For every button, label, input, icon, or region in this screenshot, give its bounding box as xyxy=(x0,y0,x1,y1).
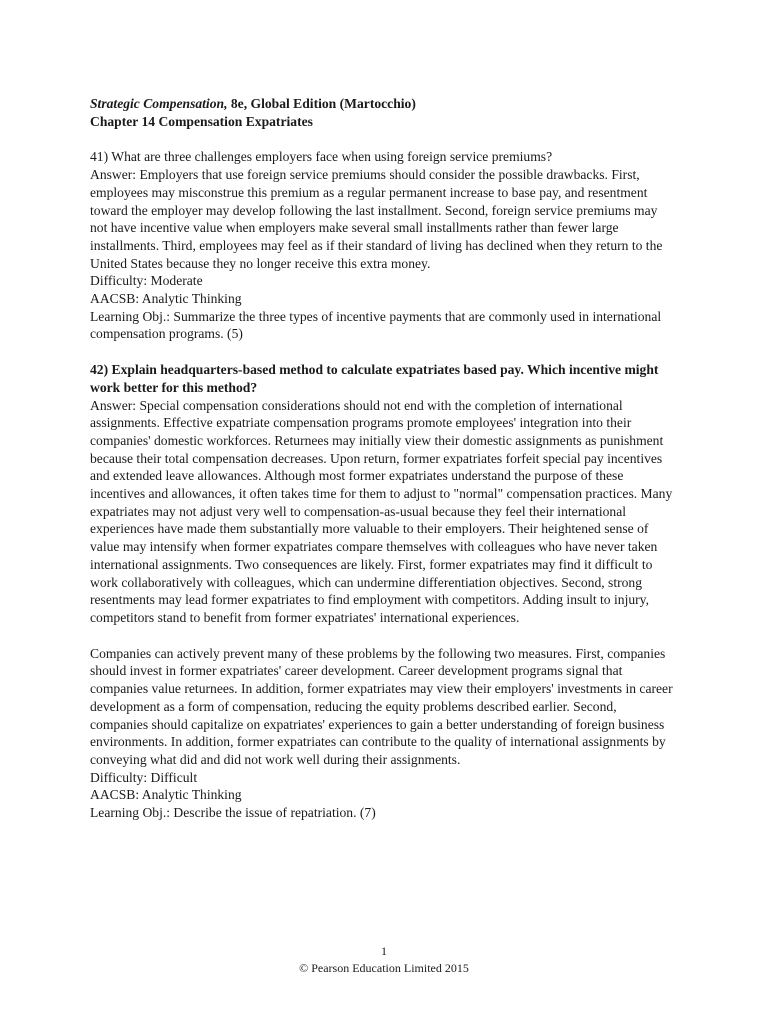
book-title: Strategic Compensation, xyxy=(90,96,228,111)
question-41-difficulty: Difficulty: Moderate xyxy=(90,273,203,289)
chapter-title: Chapter 14 Compensation Expatriates xyxy=(90,113,313,129)
question-42-aacsb: AACSB: Analytic Thinking xyxy=(90,787,242,803)
question-42-text: 42) Explain headquarters-based method to calculate expatriates based pay. Which incentive might work better for this method? xyxy=(90,362,659,395)
question-41-aacsb: AACSB: Analytic Thinking xyxy=(90,291,242,307)
question-42-answer: Answer: Special compensation considerations should not end with the completion of international assignments. Effective expatriate compensation programs promote employees' integration into their companies' domestic workforces. Returnees may initially view their domestic assignments as punishment because their total compensation decreases. Upon return, former expatriates forfeit special pay incentives and extended leave allowances. Although most former expatriates understand the purpose of these incentives and allowances, it often takes time for them to adjust to "normal" compensation practices. Many expatriates may not adjust very well to compensation-as-usual because they feel their international experiences have made them substantially more valuable to their employers. Their heightened sense of value may intensify when former expatriates compare themselves with colleagues who have never taken international assignments. Two consequences are likely. First, former expatriates may find it difficult to work collaboratively with colleagues, which can undermine differentiation objectives. Second, strong resentments may lead former expatriates to find employment with competitors. Adding insult to injury, competitors stand to benefit from former expatriates' international experiences. xyxy=(90,397,673,625)
question-41 xyxy=(90,148,678,343)
book-edition: 8e, Global Edition (Martocchio) xyxy=(227,96,416,111)
page-footer xyxy=(0,943,768,977)
page-number: 1 xyxy=(381,944,387,958)
question-42-answer-continued: Companies can actively prevent many of these problems by the following two measures. First, companies should invest in former expatriates' career development. Career development programs signal that companies value returnees. In addition, former expatriates may view their employers' investments in career development as a form of compensation, reducing the equity problems described earlier. Second, companies should capitalize on expatriates' experiences to gain a better understanding of foreign business environments. In addition, former expatriates can contribute to the quality of international assignments by conveying what did and did not work well during their assignments. xyxy=(90,645,673,767)
question-41-text: 41) What are three challenges employers face when using foreign service premiums? xyxy=(90,149,553,165)
question-42-learning-obj: Learning Obj.: Describe the issue of repatriation. (7) xyxy=(90,805,376,821)
question-42 xyxy=(90,361,678,822)
copyright-notice: © Pearson Education Limited 2015 xyxy=(299,961,469,975)
question-42-difficulty: Difficulty: Difficult xyxy=(90,769,198,785)
document-page xyxy=(90,95,678,822)
question-41-learning-obj: Learning Obj.: Summarize the three types of incentive payments that are commonly used in international compensation programs. (5) xyxy=(90,308,662,342)
question-41-answer: Answer: Employers that use foreign service premiums should consider the possible drawbacks. First, employees may misconstrue this premium as a regular permanent increase to base pay, and resentment toward the employer may develop following the last installment. Second, foreign service premiums may not have incentive value when employers make several small installments rather than fewer large installments. Third, employees may feel as if their standard of living has declined when they return to the United States because they no longer receive this extra money. xyxy=(90,167,663,271)
document-title xyxy=(90,95,678,113)
